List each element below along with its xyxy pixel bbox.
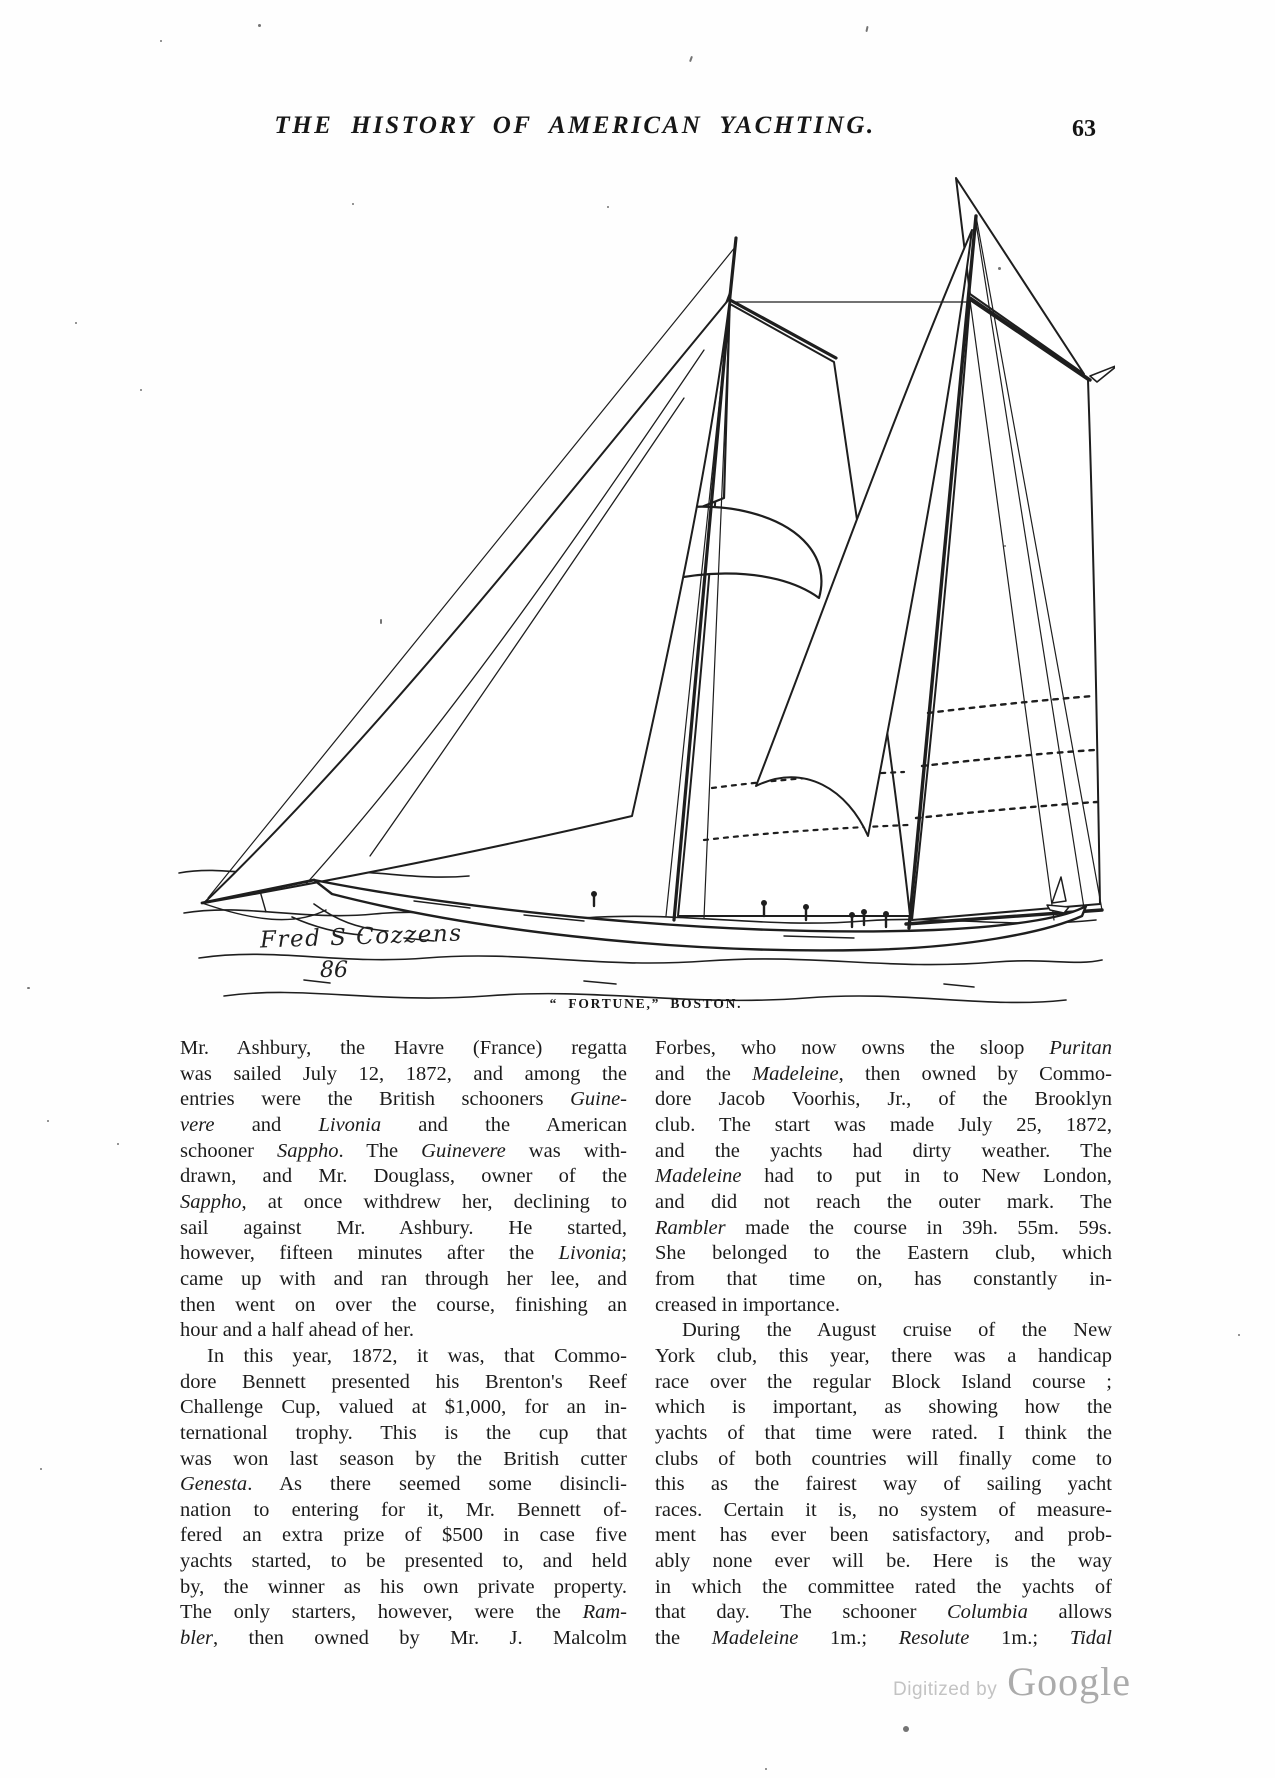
mainsail — [912, 178, 1100, 920]
scan-speck — [352, 203, 354, 205]
left-column — [180, 1036, 627, 1652]
text-line: Rambler made the course in 39h. 55m. 59s. — [655, 1216, 1112, 1239]
text-line: and did not reach the outer mark. The — [655, 1190, 1112, 1213]
text-line: was sailed July 12, 1872, and among the — [180, 1062, 627, 1085]
scan-speck — [258, 24, 261, 27]
digitized-watermark — [893, 1658, 1131, 1705]
text-line: race over the regular Block Island course ; — [655, 1370, 1112, 1393]
text-line: nation to entering for it, Mr. Bennett of- — [180, 1498, 627, 1521]
text-line: however, fifteen minutes after the Livonia; — [180, 1242, 627, 1265]
plate-caption: “ FORTUNE,” BOSTON. — [549, 996, 743, 1011]
scan-speck — [903, 1726, 909, 1732]
text-line: schooner Sappho. The Guinevere was with- — [180, 1139, 627, 1162]
scan-speck — [607, 206, 609, 208]
text-line: ment has ever been satisfactory, and prob- — [655, 1524, 1112, 1547]
text-line: this as the fairest way of sailing yacht — [655, 1473, 1112, 1496]
text-line: vere and Livonia and the American — [180, 1113, 627, 1136]
text-line: bler, then owned by Mr. J. Malcolm — [180, 1627, 627, 1650]
right-column — [655, 1036, 1112, 1652]
google-logo: Google — [1007, 1659, 1131, 1704]
scan-speck — [140, 389, 142, 391]
text-line: clubs of both countries will finally come to — [655, 1447, 1112, 1470]
text-line: The only starters, however, were the Ram- — [180, 1601, 627, 1624]
text-line: dore Jacob Voorhis, Jr., of the Brooklyn — [655, 1088, 1112, 1111]
text-line: sail against Mr. Ashbury. He started, — [180, 1216, 627, 1239]
text-line: She belonged to the Eastern club, which — [655, 1242, 1112, 1265]
watermark-prefix: Digitized by — [893, 1679, 998, 1700]
scan-speck — [27, 987, 30, 989]
text-line: and the Madeleine, then owned by Commo- — [655, 1062, 1112, 1085]
jib-sails — [204, 298, 730, 903]
text-line: In this year, 1872, it was, that Commo- — [207, 1344, 627, 1367]
text-line: Madeleine had to put in to New London, — [655, 1165, 1112, 1188]
text-line: Genesta. As there seemed some disincli- — [180, 1473, 627, 1496]
scan-speck — [1238, 1334, 1240, 1336]
text-line: ably none ever will be. Here is the way — [655, 1550, 1112, 1573]
text-line: came up with and ran through her lee, and — [180, 1267, 627, 1290]
scan-speck — [865, 26, 868, 32]
text-line: races. Certain it is, no system of measure- — [655, 1498, 1112, 1521]
scan-speck — [40, 1468, 42, 1470]
text-line: drawn, and Mr. Douglass, owner of the — [180, 1165, 627, 1188]
text-line: hour and a half ahead of her. — [180, 1319, 414, 1342]
text-line: dore Bennett presented his Brenton's Reef — [180, 1370, 627, 1393]
text-line: entries were the British schooners Guine- — [180, 1088, 627, 1111]
text-line: from that time on, has constantly in- — [655, 1267, 1112, 1290]
text-line: York club, this year, there was a handicap — [655, 1344, 1112, 1367]
yacht-illustration — [163, 168, 1115, 1013]
text-line: Mr. Ashbury, the Havre (France) regatta — [180, 1037, 627, 1059]
text-line: by, the winner as his own private property. — [180, 1575, 627, 1598]
artist-signature: Fred S Cozzens — [259, 920, 463, 954]
text-line: creased in importance. — [655, 1293, 840, 1316]
text-line: then went on over the course, finishing an — [180, 1293, 627, 1316]
scan-speck — [380, 619, 382, 624]
text-line: which is important, as showing how the — [655, 1396, 1112, 1419]
body-text — [180, 1036, 1112, 1652]
page-number: 63 — [1072, 116, 1096, 142]
scan-speck — [689, 56, 693, 62]
text-line: Challenge Cup, valued at $1,000, for an in- — [180, 1396, 627, 1419]
text-line: yachts started, to be presented to, and held — [180, 1550, 627, 1573]
scan-speck — [765, 1768, 767, 1770]
text-line: that day. The schooner Columbia allows — [655, 1601, 1112, 1624]
scan-speck — [47, 1120, 49, 1122]
text-line: was won last season by the British cutter — [180, 1447, 627, 1470]
text-line: and the yachts had dirty weather. The — [655, 1139, 1112, 1162]
text-line: in which the committee rated the yachts of — [655, 1575, 1112, 1598]
page-title: THE HISTORY OF AMERICAN YACHTING. — [274, 112, 876, 139]
text-line: During the August cruise of the New — [682, 1319, 1112, 1342]
scan-speck — [998, 267, 1001, 270]
pennant-flag — [1090, 365, 1115, 382]
text-line: Forbes, who now owns the sloop Puritan — [655, 1037, 1112, 1059]
text-line: ternational trophy. This is the cup that — [180, 1421, 627, 1444]
text-line: yachts of that time were rated. I think the — [655, 1421, 1112, 1444]
text-line: the Madeleine 1m.; Resolute 1m.; Tidal — [655, 1627, 1112, 1650]
text-line: Sappho, at once withdrew her, declining to — [180, 1190, 627, 1213]
scan-speck — [160, 40, 162, 42]
scan-speck — [1004, 545, 1006, 547]
text-line: club. The start was made July 25, 1872, — [655, 1113, 1112, 1136]
artist-signature-year: 86 — [320, 958, 348, 983]
dolphin-striker — [260, 891, 266, 912]
text-line: fered an extra prize of $500 in case five — [180, 1524, 627, 1547]
scan-speck — [117, 1143, 119, 1145]
scan-speck — [75, 322, 77, 324]
